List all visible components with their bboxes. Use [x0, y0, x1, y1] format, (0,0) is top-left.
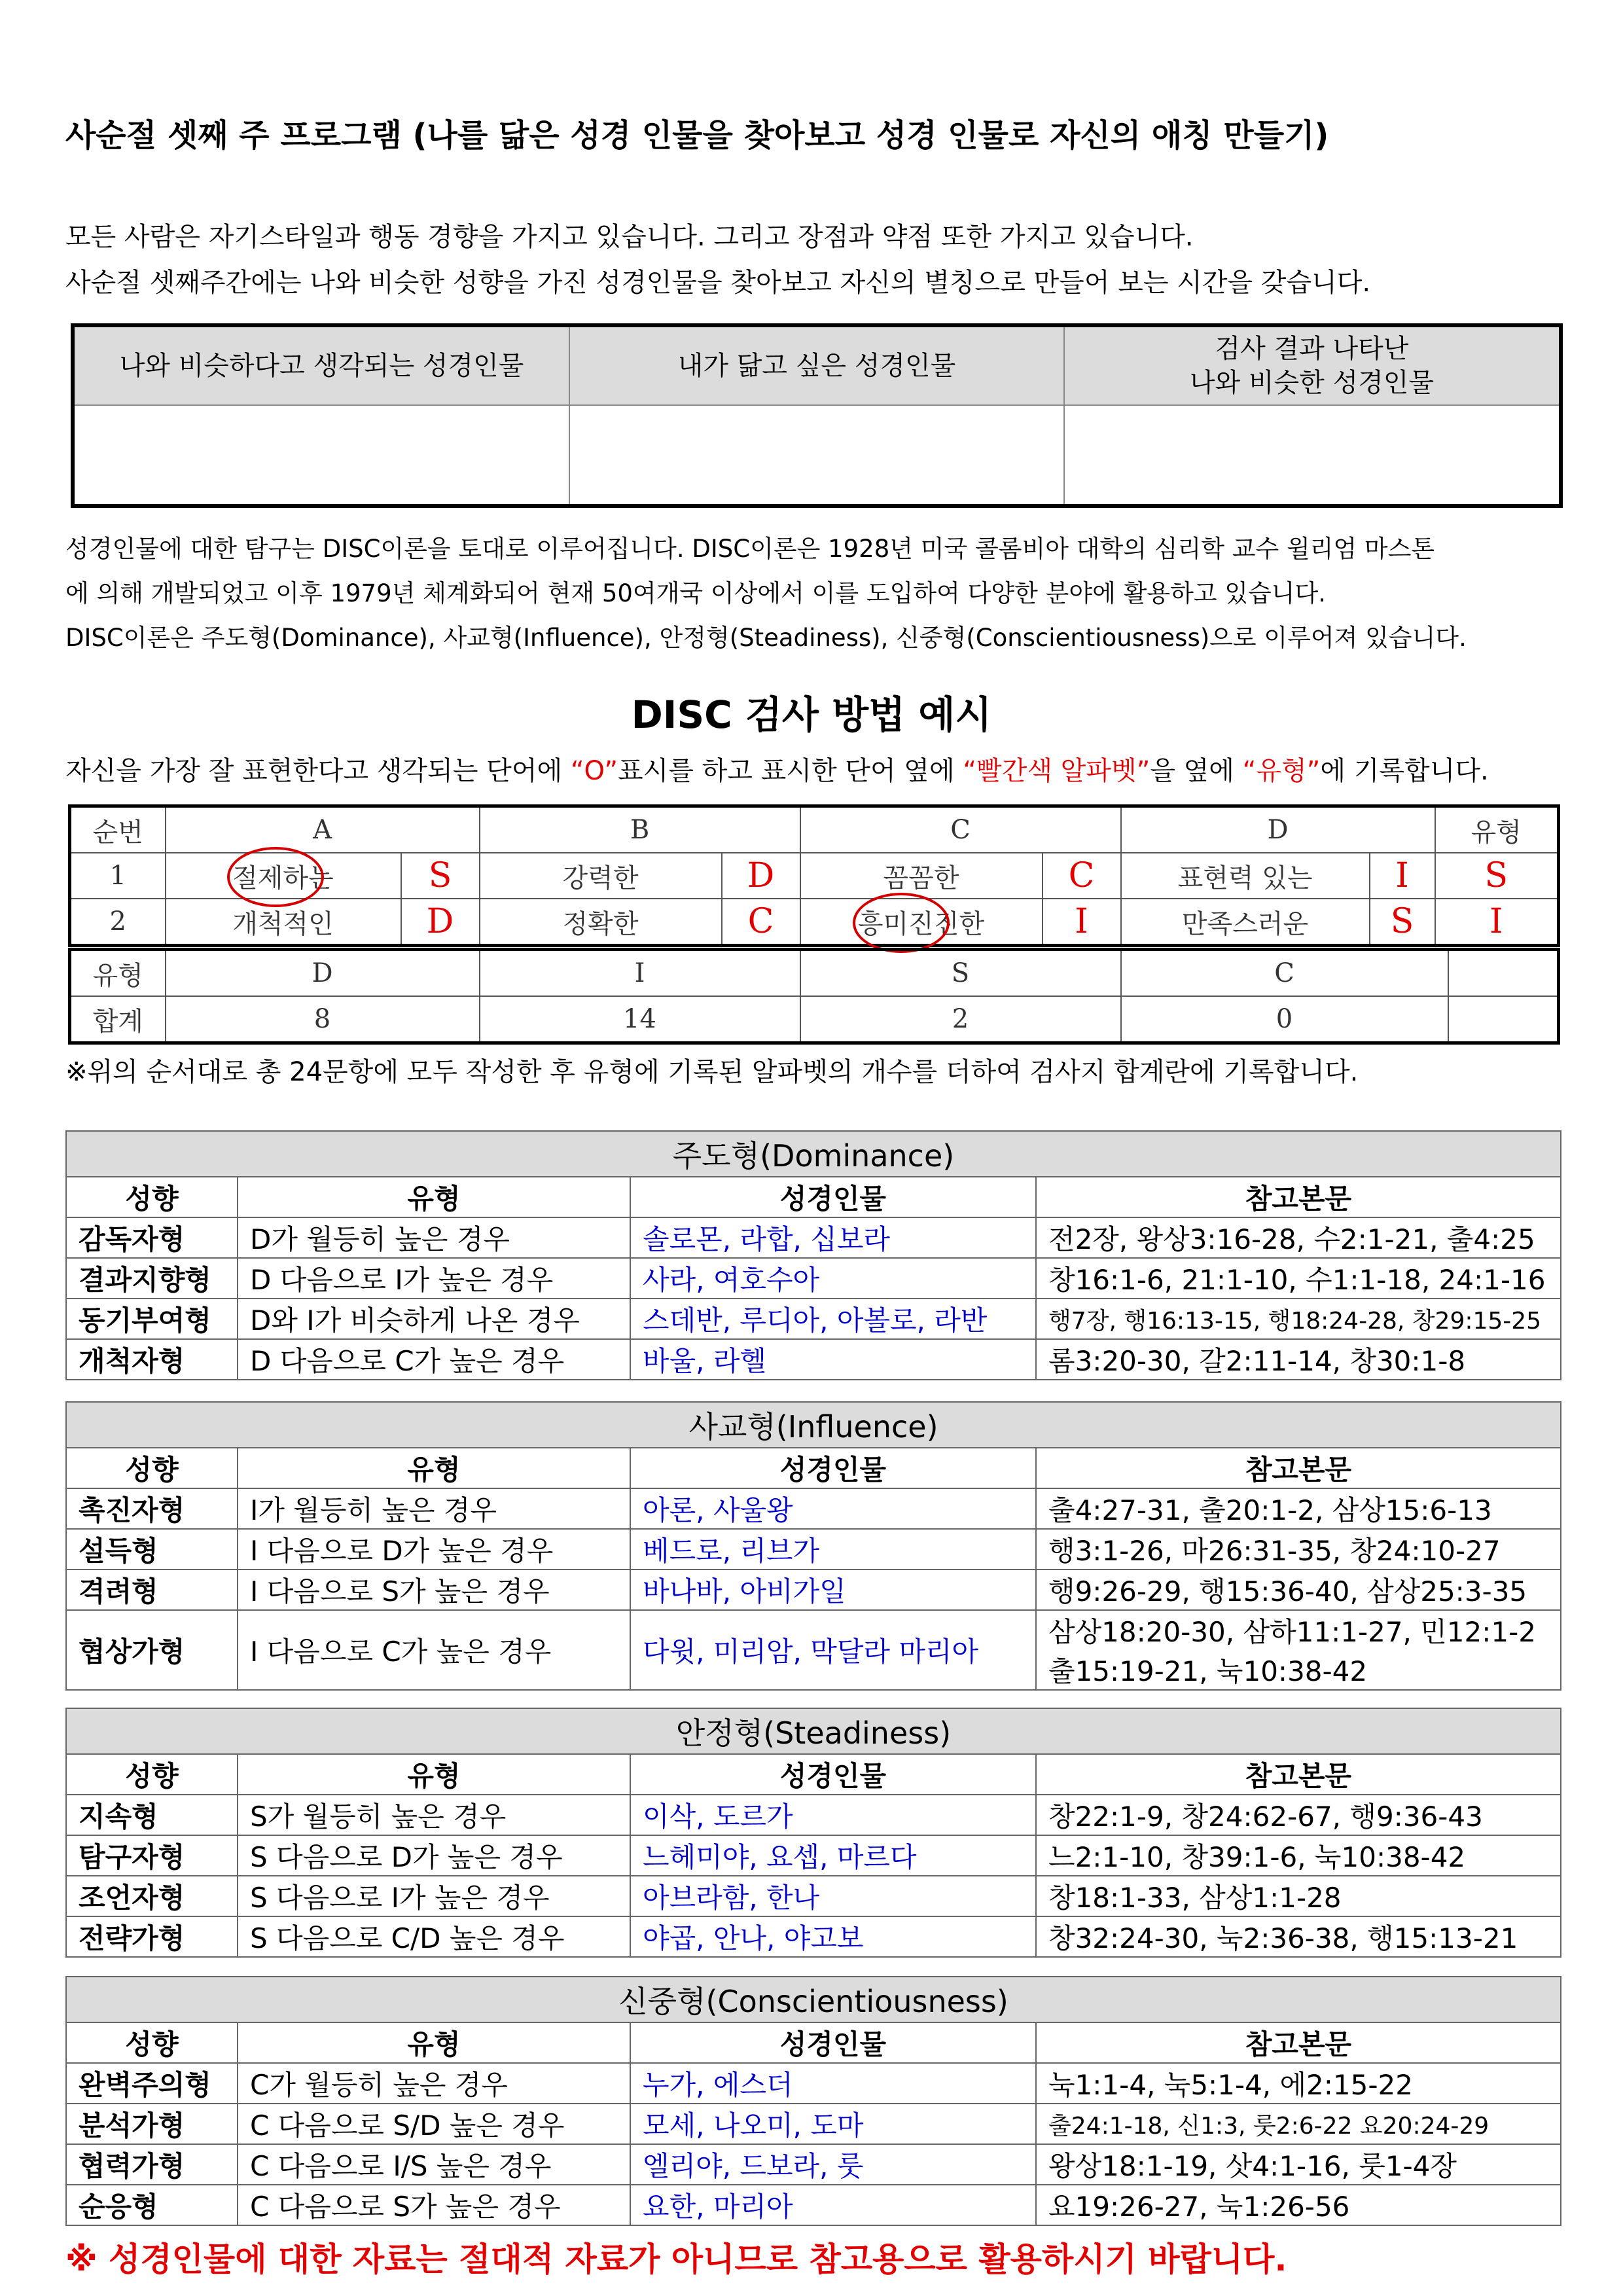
compare-cell-wish[interactable]	[569, 405, 1064, 504]
trait-cell: 탐구자형	[66, 1835, 238, 1876]
example-word-a	[166, 853, 401, 899]
people-cell: 베드로, 리브가	[630, 1529, 1036, 1570]
col-header-people: 성경인물	[630, 1754, 1036, 1795]
table-row	[66, 1217, 1561, 1258]
compare-col-wish: 내가 닮고 싶은 성경인물	[569, 327, 1064, 405]
example-letter-d: I	[1370, 853, 1435, 899]
col-header-trait: 성향	[66, 1177, 238, 1217]
conscientiousness-table	[65, 1976, 1561, 2226]
steadiness-table	[65, 1708, 1561, 1958]
table-row	[66, 1610, 1561, 1690]
totals-type: C	[1121, 950, 1448, 997]
table-row	[66, 1795, 1561, 1835]
people-cell: 바울, 라헬	[630, 1339, 1036, 1380]
type-cell: S가 월등히 높은 경우	[238, 1795, 630, 1835]
example-word-b: 강력한	[480, 853, 722, 899]
totals-empty	[1448, 996, 1559, 1043]
ref-line-1: 삼상18:20-30, 삼하11:1-27, 민12:1-2	[1048, 1616, 1537, 1648]
trait-cell: 분석가형	[66, 2104, 238, 2144]
method-instruction	[65, 750, 1489, 787]
instruction-type-word: “유형”	[1242, 756, 1321, 786]
ref-cell: 행7장, 행16:13-15, 행18:24-28, 창29:15-25	[1036, 1299, 1561, 1339]
col-header-type: 유형	[238, 1754, 630, 1795]
ref-cell: 행3:1-26, 마26:31-35, 창24:10-27	[1036, 1529, 1561, 1570]
col-header-ref: 참고본문	[1036, 1448, 1561, 1488]
instruction-part-2: 표시를 하고 표시한 단어 옆에	[618, 756, 963, 786]
people-cell: 다윗, 미리암, 막달라 마리아	[630, 1610, 1036, 1690]
trait-cell: 지속형	[66, 1795, 238, 1835]
people-cell: 솔로몬, 라합, 십보라	[630, 1217, 1036, 1258]
ref-cell: 왕상18:1-19, 삿4:1-16, 룻1-4장	[1036, 2144, 1561, 2185]
table-caption: 사교형(Influence)	[66, 1402, 1561, 1448]
table-row	[66, 2104, 1561, 2144]
ref-cell: 눅1:1-4, 눅5:1-4, 에2:15-22	[1036, 2063, 1561, 2104]
table-row	[66, 1835, 1561, 1876]
example-word-b: 정확한	[480, 899, 722, 946]
totals-empty	[1448, 950, 1559, 997]
type-cell: S 다음으로 I가 높은 경우	[238, 1876, 630, 1916]
example-word-d: 표현력 있는	[1121, 853, 1370, 899]
example-header-type: 유형	[1435, 806, 1559, 853]
trait-cell: 전략가형	[66, 1916, 238, 1957]
instruction-part-3: 을 옆에	[1150, 756, 1243, 786]
table-row	[66, 1529, 1561, 1570]
comparison-table	[71, 323, 1563, 508]
example-row-type: S	[1435, 853, 1559, 899]
col-header-trait: 성향	[66, 2022, 238, 2063]
trait-cell: 감독자형	[66, 1217, 238, 1258]
type-cell: C 다음으로 S가 높은 경우	[238, 2185, 630, 2225]
table-row	[66, 1876, 1561, 1916]
circled-word: 흥미진진한	[858, 903, 984, 941]
compare-cell-similar[interactable]	[75, 405, 569, 504]
type-cell: C 다음으로 I/S 높은 경우	[238, 2144, 630, 2185]
disc-intro-line-1: 성경인물에 대한 탐구는 DISC이론을 토대로 이루어집니다. DISC이론은 1928년 미국 콜롬비아 대학의 심리학 교수 윌리엄 마스톤	[65, 535, 1435, 563]
col-header-trait: 성향	[66, 1448, 238, 1488]
circled-word: 절제하는	[232, 857, 334, 895]
table-caption: 주도형(Dominance)	[66, 1131, 1561, 1177]
table-row	[66, 1488, 1561, 1529]
trait-cell: 완벽주의형	[66, 2063, 238, 2104]
trait-cell: 협상가형	[66, 1610, 238, 1690]
ref-cell: 창22:1-9, 창24:62-67, 행9:36-43	[1036, 1795, 1561, 1835]
type-cell: C가 월등히 높은 경우	[238, 2063, 630, 2104]
example-row-type: I	[1435, 899, 1559, 946]
example-answer-table	[68, 804, 1560, 947]
trait-cell: 동기부여형	[66, 1299, 238, 1339]
type-cell: S 다음으로 C/D 높은 경우	[238, 1916, 630, 1957]
compare-col-similar: 나와 비슷하다고 생각되는 성경인물	[75, 327, 569, 405]
ref-cell	[1036, 1610, 1561, 1690]
type-cell: D 다음으로 I가 높은 경우	[238, 1258, 630, 1299]
example-letter-c: C	[1043, 853, 1121, 899]
table-row	[66, 2144, 1561, 2185]
ref-line-2: 출15:19-21, 눅10:38-42	[1048, 1655, 1368, 1687]
example-row	[70, 899, 1559, 946]
example-word-a: 개척적인	[166, 899, 401, 946]
trait-cell: 순응형	[66, 2185, 238, 2225]
col-header-ref: 참고본문	[1036, 1177, 1561, 1217]
people-cell: 야곱, 안나, 야고보	[630, 1916, 1036, 1957]
ref-cell: 느2:1-10, 창39:1-6, 눅10:38-42	[1036, 1835, 1561, 1876]
people-cell: 스데반, 루디아, 아볼로, 라반	[630, 1299, 1036, 1339]
instruction-note: ※위의 순서대로 총 24문항에 모두 작성한 후 유형에 기록된 알파벳의 개수를 더하여 검사지 합계란에 기록합니다.	[65, 1057, 1359, 1087]
instruction-part-4: 에 기록합니다.	[1320, 756, 1489, 786]
ref-cell: 출4:27-31, 출20:1-2, 삼상15:6-13	[1036, 1488, 1561, 1529]
example-header-no: 순번	[70, 806, 166, 853]
people-cell: 아브라함, 한나	[630, 1876, 1036, 1916]
col-header-ref: 참고본문	[1036, 2022, 1561, 2063]
ref-cell: 롬3:20-30, 갈2:11-14, 창30:1-8	[1036, 1339, 1561, 1380]
example-letter-c: I	[1043, 899, 1121, 946]
instruction-red-alphabet: “빨간색 알파벳”	[963, 756, 1150, 786]
trait-cell: 결과지향형	[66, 1258, 238, 1299]
totals-type: S	[800, 950, 1121, 997]
type-cell: I 다음으로 S가 높은 경우	[238, 1570, 630, 1610]
people-cell: 느헤미야, 요셉, 마르다	[630, 1835, 1036, 1876]
totals-sum: 2	[800, 996, 1121, 1043]
totals-sum: 14	[480, 996, 800, 1043]
disc-intro-line-2: 에 의해 개발되었고 이후 1979년 체계화되어 현재 50여개국 이상에서 이를 도입하여 다양한 분야에 활용하고 있습니다.	[65, 579, 1327, 607]
type-cell: I가 월등히 높은 경우	[238, 1488, 630, 1529]
col-header-ref: 참고본문	[1036, 1754, 1561, 1795]
people-cell: 이삭, 도르가	[630, 1795, 1036, 1835]
totals-type: I	[480, 950, 800, 997]
people-cell: 누가, 에스더	[630, 2063, 1036, 2104]
col-header-type: 유형	[238, 1177, 630, 1217]
compare-cell-result[interactable]	[1064, 405, 1559, 504]
totals-sum-label: 합계	[70, 996, 166, 1043]
example-header-b: B	[480, 806, 800, 853]
example-row-no: 1	[70, 853, 166, 899]
example-word-c: 꼼꼼한	[800, 853, 1043, 899]
example-header-a: A	[166, 806, 480, 853]
ref-cell: 전2장, 왕상3:16-28, 수2:1-21, 출4:25	[1036, 1217, 1561, 1258]
trait-cell: 촉진자형	[66, 1488, 238, 1529]
disc-intro-line-3: DISC이론은 주도형(Dominance), 사교형(Influence), 안정형(Steadiness), 신중형(Conscientiousness)으로 이루어져 있습니다.	[65, 624, 1467, 652]
ref-cell: 요19:26-27, 눅1:26-56	[1036, 2185, 1561, 2225]
compare-col-result	[1064, 327, 1559, 405]
instruction-part-1: 자신을 가장 잘 표현한다고 생각되는 단어에	[65, 756, 571, 786]
footer-note: ※ 성경인물에 대한 자료는 절대적 자료가 아니므로 참고용으로 활용하시기 바랍니다.	[65, 2240, 1287, 2278]
totals-type-label: 유형	[70, 950, 166, 997]
col-header-type: 유형	[238, 1448, 630, 1488]
trait-cell: 설득형	[66, 1529, 238, 1570]
type-cell: C 다음으로 S/D 높은 경우	[238, 2104, 630, 2144]
example-header-c: C	[800, 806, 1121, 853]
type-cell: S 다음으로 D가 높은 경우	[238, 1835, 630, 1876]
people-cell: 요한, 마리아	[630, 2185, 1036, 2225]
ref-cell: 행9:26-29, 행15:36-40, 삼상25:3-35	[1036, 1570, 1561, 1610]
example-letter-a: D	[401, 899, 480, 946]
totals-type: D	[166, 950, 480, 997]
people-cell: 아론, 사울왕	[630, 1488, 1036, 1529]
type-cell: I 다음으로 C가 높은 경우	[238, 1610, 630, 1690]
example-totals-table	[68, 948, 1560, 1045]
table-row	[66, 1570, 1561, 1610]
table-row	[66, 2063, 1561, 2104]
ref-cell: 창32:24-30, 눅2:36-38, 행15:13-21	[1036, 1916, 1561, 1957]
people-cell: 엘리야, 드보라, 룻	[630, 2144, 1036, 2185]
totals-sum: 0	[1121, 996, 1448, 1043]
example-letter-a: S	[401, 853, 480, 899]
table-row	[66, 1258, 1561, 1299]
example-letter-d: S	[1370, 899, 1435, 946]
type-cell: D와 I가 비슷하게 나온 경우	[238, 1299, 630, 1339]
intro-line-1: 모든 사람은 자기스타일과 행동 경향을 가지고 있습니다. 그리고 장점과 약점 또한 가지고 있습니다.	[65, 222, 1194, 252]
table-row	[66, 1339, 1561, 1380]
col-header-trait: 성향	[66, 1754, 238, 1795]
table-caption: 안정형(Steadiness)	[66, 1708, 1561, 1754]
method-heading: DISC 검사 방법 예시	[631, 692, 992, 737]
type-cell: I 다음으로 D가 높은 경우	[238, 1529, 630, 1570]
col-header-type: 유형	[238, 2022, 630, 2063]
compare-col-result-line1: 검사 결과 나타난	[1215, 334, 1409, 364]
people-cell: 바나바, 아비가일	[630, 1570, 1036, 1610]
example-word-d: 만족스러운	[1121, 899, 1370, 946]
trait-cell: 조언자형	[66, 1876, 238, 1916]
example-header-d: D	[1121, 806, 1435, 853]
table-row	[66, 1299, 1561, 1339]
example-letter-b: C	[722, 899, 800, 946]
type-cell: D가 월등히 높은 경우	[238, 1217, 630, 1258]
example-word-c	[800, 899, 1043, 946]
example-row	[70, 853, 1559, 899]
col-header-people: 성경인물	[630, 2022, 1036, 2063]
influence-table	[65, 1401, 1561, 1691]
totals-sum: 8	[166, 996, 480, 1043]
type-cell: D 다음으로 C가 높은 경우	[238, 1339, 630, 1380]
ref-cell: 출24:1-18, 신1:3, 룻2:6-22 요20:24-29	[1036, 2104, 1561, 2144]
page-title: 사순절 셋째 주 프로그램 (나를 닮은 성경 인물을 찾아보고 성경 인물로 자신의 애칭 만들기)	[65, 117, 1329, 154]
intro-line-2: 사순절 셋째주간에는 나와 비슷한 성향을 가진 성경인물을 찾아보고 자신의 별칭으로 만들어 보는 시간을 갖습니다.	[65, 268, 1371, 298]
dominance-table	[65, 1130, 1561, 1380]
trait-cell: 개척자형	[66, 1339, 238, 1380]
col-header-people: 성경인물	[630, 1448, 1036, 1488]
table-row	[66, 1916, 1561, 1957]
trait-cell: 격려형	[66, 1570, 238, 1610]
example-letter-b: D	[722, 853, 800, 899]
example-row-no: 2	[70, 899, 166, 946]
table-caption: 신중형(Conscientiousness)	[66, 1977, 1561, 2022]
instruction-mark: “O”	[570, 756, 618, 786]
col-header-people: 성경인물	[630, 1177, 1036, 1217]
ref-cell: 창18:1-33, 삼상1:1-28	[1036, 1876, 1561, 1916]
compare-col-result-line2: 나와 비슷한 성경인물	[1189, 368, 1435, 398]
table-row	[66, 2185, 1561, 2225]
people-cell: 모세, 나오미, 도마	[630, 2104, 1036, 2144]
trait-cell: 협력가형	[66, 2144, 238, 2185]
ref-cell: 창16:1-6, 21:1-10, 수1:1-18, 24:1-16	[1036, 1258, 1561, 1299]
people-cell: 사라, 여호수아	[630, 1258, 1036, 1299]
